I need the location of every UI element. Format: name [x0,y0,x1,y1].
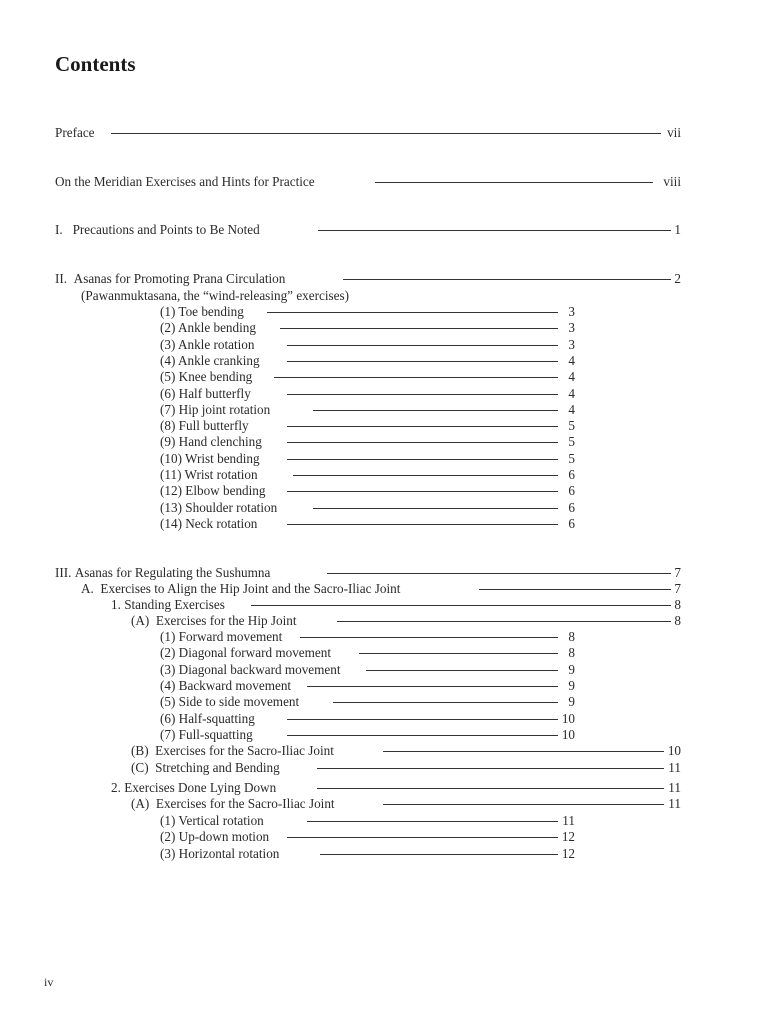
dot-leader [280,328,558,329]
toc-item-page: 10 [561,726,575,742]
toc-item-label: (6) Half-squatting [160,710,255,726]
toc-entry-lying-down [111,780,681,796]
toc-item [160,320,575,336]
toc-page: 11 [668,760,681,775]
dot-leader [313,410,558,411]
toc-item-label: (5) Knee bending [160,369,253,385]
toc-item [160,645,575,661]
toc-item-label: (10) Wrist bending [160,450,260,466]
dot-leader [307,686,558,687]
toc-item [160,813,575,829]
dot-leader [251,605,671,606]
toc-item-page: 8 [568,645,575,661]
toc-item-label: (4) Ankle cranking [160,352,260,368]
dot-leader [383,804,664,805]
toc-item [160,727,575,743]
dot-leader [333,702,558,703]
toc-entry-stretching [131,760,681,776]
toc-item [160,483,575,499]
toc-item-label: (3) Ankle rotation [160,336,255,352]
toc-label: II. Asanas for Promoting Prana Circulation [55,271,286,286]
toc-item-label: (3) Horizontal rotation [160,845,280,861]
dot-leader [287,837,558,838]
toc-item-page: 6 [568,483,575,499]
toc-item-page: 6 [568,467,575,482]
toc-item-label: (13) Shoulder rotation [160,499,278,515]
toc-item-label: (4) Backward movement [160,677,292,693]
toc-item-page: 10 [561,710,575,726]
dot-leader [383,751,664,752]
toc-label: III. Asanas for Regulating the Sushumna [55,565,271,580]
toc-item [160,467,575,483]
toc-item [160,694,575,710]
toc-item-page: 8 [568,629,575,644]
dot-leader [287,459,558,460]
dot-leader [287,442,558,443]
toc-label: I. Precautions and Points to Be Noted [55,222,260,237]
toc-item [160,662,575,678]
toc-entry-hip-joint [131,613,681,629]
toc-label: (C) Stretching and Bending [131,760,280,775]
toc-item [160,846,575,862]
toc-item [160,434,575,450]
toc-item-page: 4 [568,385,575,401]
toc-item [160,369,575,385]
dot-leader [318,230,671,231]
toc-label: 1. Standing Exercises [111,597,225,612]
toc-item-label: (6) Half butterfly [160,385,251,401]
toc-item-label: (11) Wrist rotation [160,467,258,482]
dot-leader [320,854,558,855]
toc-label: 2. Exercises Done Lying Down [111,780,277,795]
toc-item-page: 5 [568,418,575,434]
toc-item-label: (14) Neck rotation [160,515,258,531]
toc-item-page: 9 [568,677,575,693]
dot-leader [317,768,664,769]
dot-leader [366,670,558,671]
toc-item [160,337,575,353]
toc-chapter-2-subtitle: (Pawanmuktasana, the “wind-releasing” exercises) [81,288,350,303]
toc-item-label: (2) Ankle bending [160,320,256,336]
toc-page: 11 [668,780,681,795]
toc-page: 11 [668,796,681,811]
toc-entry-chapter-1 [55,222,681,238]
dot-leader [479,589,671,590]
toc-item-page: 12 [561,829,575,845]
toc-page: 8 [674,597,681,612]
toc-item [160,451,575,467]
dot-leader [287,719,558,720]
toc-item-page: 6 [568,515,575,531]
toc-entry-sacro-iliac-lying [131,796,681,812]
toc-item-page: 3 [568,320,575,336]
toc-item-page: 4 [568,352,575,368]
toc-item-page: 11 [562,813,575,828]
toc-item [160,678,575,694]
toc-item [160,500,575,516]
toc-item-page: 4 [568,401,575,417]
toc-label: A. Exercises to Align the Hip Joint and the Sacro-Iliac Joint [81,581,401,596]
toc-item [160,516,575,532]
toc-entry-standing-exercises [111,597,681,613]
toc-page: 8 [674,613,681,628]
dot-leader [300,637,558,638]
toc-item [160,386,575,402]
dot-leader [287,491,558,492]
toc-item [160,402,575,418]
toc-item-label: (9) Hand clenching [160,434,262,450]
toc-page: 7 [674,565,681,580]
dot-leader [287,426,558,427]
toc-page: 2 [674,271,681,286]
toc-label: (B) Exercises for the Sacro-Iliac Joint [131,743,334,758]
toc-label: Preface [55,125,95,140]
toc-item-page: 3 [568,336,575,352]
toc-item-label: (3) Diagonal backward movement [160,661,341,677]
toc-item [160,353,575,369]
toc-item [160,829,575,845]
dot-leader [359,653,558,654]
toc-page: vii [667,125,681,140]
toc-label: (A) Exercises for the Hip Joint [131,613,297,628]
toc-item-page: 5 [568,450,575,466]
toc-item-label: (5) Side to side movement [160,694,300,710]
toc-label: On the Meridian Exercises and Hints for Practice [55,174,315,189]
toc-item [160,629,575,645]
dot-leader [287,361,558,362]
toc-entry-meridian [55,174,681,190]
dot-leader [337,621,671,622]
toc-item-page: 4 [568,369,575,385]
toc-item-label: (7) Full-squatting [160,726,253,742]
dot-leader [307,821,558,822]
contents-heading: Contents [55,52,136,76]
toc-item [160,304,575,320]
page-number: iv [44,975,54,989]
dot-leader [293,475,558,476]
toc-page: 10 [667,743,681,758]
toc-item [160,711,575,727]
toc-entry-sacro-iliac-standing [131,743,681,759]
dot-leader [317,788,664,789]
toc-item-label: (1) Forward movement [160,629,283,644]
toc-item-page: 9 [568,661,575,677]
toc-item-label: (12) Elbow bending [160,483,266,499]
toc-entry-preface [55,125,681,141]
toc-item-page: 5 [568,434,575,450]
dot-leader [111,133,661,134]
dot-leader [287,345,558,346]
dot-leader [313,508,558,509]
dot-leader [267,312,558,313]
toc-label: (A) Exercises for the Sacro-Iliac Joint [131,796,335,811]
toc-item-page: 3 [568,304,575,319]
toc-item-page: 9 [568,694,575,710]
toc-item-label: (2) Diagonal forward movement [160,645,332,661]
dot-leader [343,279,671,280]
toc-item-label: (1) Vertical rotation [160,813,264,828]
toc-entry-chapter-3 [55,565,681,581]
toc-page: 7 [674,581,681,596]
dot-leader [327,573,671,574]
toc-entry-chapter-2 [55,271,681,287]
dot-leader [375,182,653,183]
dot-leader [287,394,558,395]
toc-item-label: (7) Hip joint rotation [160,401,271,417]
toc-page: viii [663,174,681,189]
toc-page: 1 [674,222,681,237]
toc-item-label: (8) Full butterfly [160,418,249,434]
toc-item-page: 12 [561,845,575,861]
toc-item [160,418,575,434]
toc-entry-section-a [81,581,681,597]
toc-item-page: 6 [568,499,575,515]
dot-leader [287,524,558,525]
dot-leader [274,377,558,378]
toc-item-label: (2) Up-down motion [160,829,270,845]
dot-leader [287,735,558,736]
toc-item-label: (1) Toe bending [160,304,244,319]
